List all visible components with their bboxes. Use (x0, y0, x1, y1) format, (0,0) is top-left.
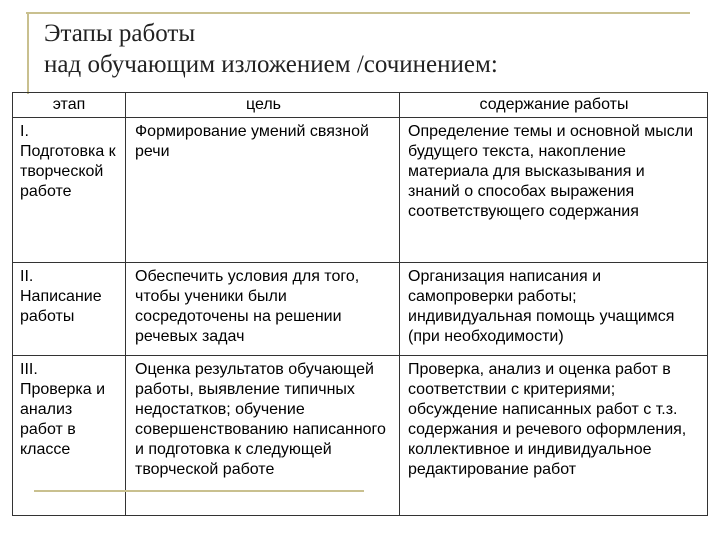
title-line-1: Этапы работы (44, 20, 196, 47)
table-header-row (13, 93, 708, 118)
stage-cell (13, 118, 126, 263)
goal-cell: Оценка результатов обучающей работы, выявление типичных недостатков; обучение совершенствованию написанного и подготовка к следующей творческой работе (126, 356, 400, 516)
work-stages-table (12, 92, 708, 516)
stage-number: II. (20, 268, 34, 285)
slide-title (44, 18, 498, 80)
table-row (13, 118, 708, 263)
header-stage: этап (13, 93, 126, 118)
stage-number: I. (20, 123, 29, 140)
header-content: содержание работы (400, 93, 708, 118)
stage-cell (13, 263, 126, 356)
content-cell: Проверка, анализ и оценка работ в соответствии с критериями; обсуждение написанных работ с т.з. содержания и речевого оформления, коллективное и индивидуальное редактирование работ (400, 356, 708, 516)
content-cell: Определение темы и основной мысли будущего текста, накопление материала для высказывания и знаний о способах выражения соответствующего содержания (400, 118, 708, 263)
goal-cell: Формирование умений связной речи (126, 118, 400, 263)
decorative-bottom-line (34, 490, 364, 492)
goal-cell: Обеспечить условия для того, чтобы ученики были сосредоточены на решении речевых задач (126, 263, 400, 356)
decorative-left-line (27, 12, 29, 94)
stage-name: Написание работы (20, 288, 102, 325)
stage-number: III. (20, 361, 38, 378)
header-goal: цель (126, 93, 400, 118)
decorative-top-line (26, 12, 690, 14)
stage-name: Проверка и анализ работ в классе (20, 381, 106, 458)
title-line-2: над обучающим изложением /сочинением: (44, 51, 498, 78)
stage-name: Подготовка к творческой работе (20, 143, 116, 200)
table-row (13, 263, 708, 356)
content-cell: Организация написания и самопроверки работы; индивидуальная помощь учащимся (при необходимости) (400, 263, 708, 356)
